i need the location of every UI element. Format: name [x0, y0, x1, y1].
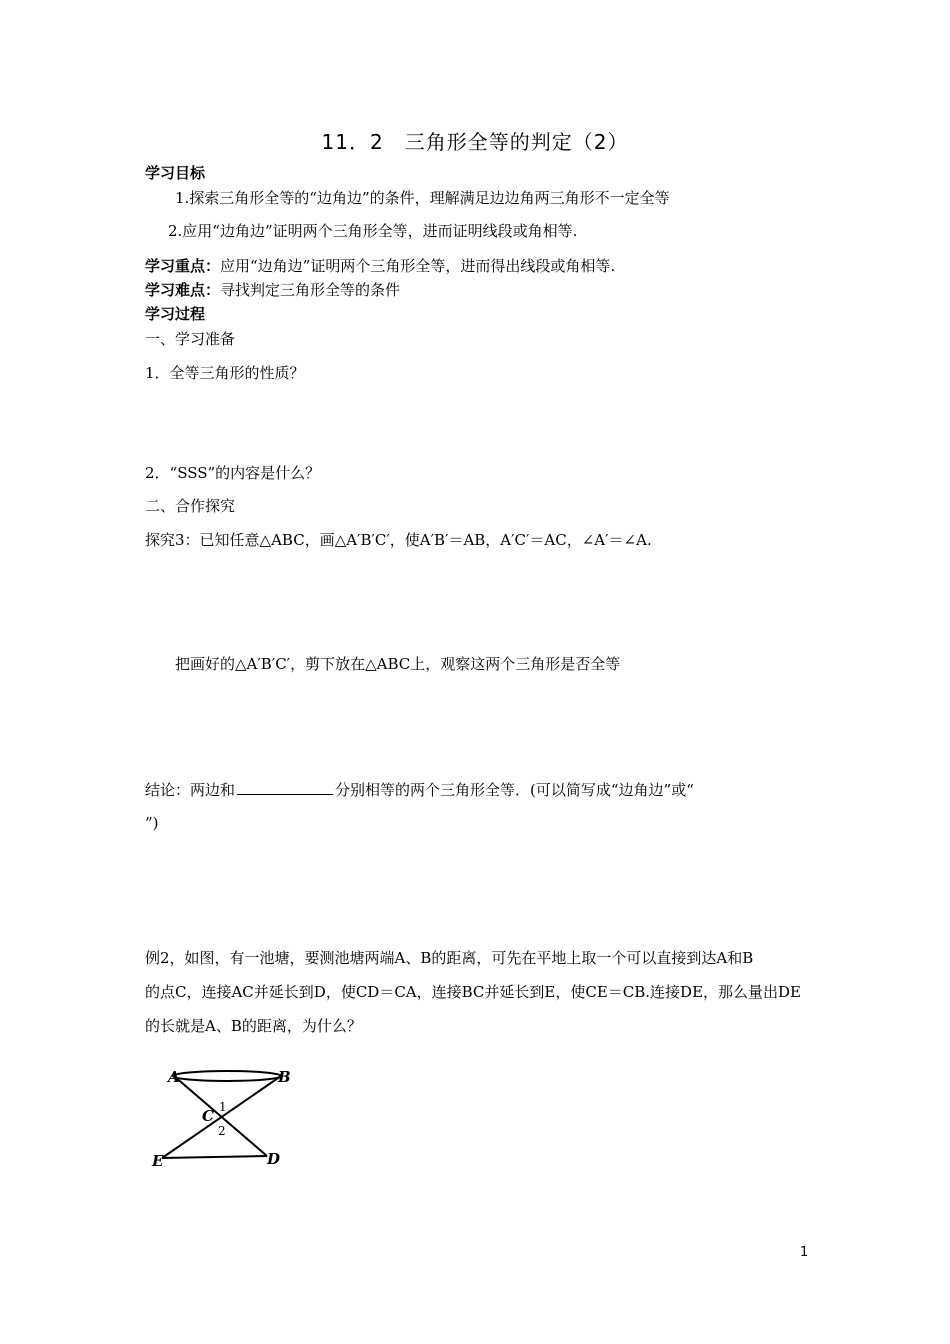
section-coop: 二、合作探究 [145, 497, 236, 515]
example-2-line-1: 例2，如图，有一池塘，要测池塘两端A、B的距离，可先在平地上取一个可以直接到达A和B [145, 949, 754, 967]
key-point-text: 应用“边角边”证明两个三角形全等，进而得出线段或角相等. [220, 257, 616, 275]
segment-ad [174, 1076, 267, 1156]
segment-ed [162, 1156, 267, 1158]
example-2-line-2: 的点C，连接AC并延长到D，使CD＝CA，连接BC并延长到E，使CE＝CB.连接DE，那么量出DE [145, 983, 802, 1001]
objective-2: 2.应用“边角边”证明两个三角形全等，进而证明线段或角相等. [168, 222, 578, 240]
pond-ellipse [173, 1071, 281, 1081]
difficulty-label: 学习难点： [145, 281, 221, 299]
label-e: E [152, 1152, 164, 1170]
difficulty-text: 寻找判定三角形全等的条件 [220, 281, 401, 299]
segment-be [162, 1076, 281, 1158]
cutout-instruction: 把画好的△A′B′C′，剪下放在△ABC上，观察这两个三角形是否全等 [175, 655, 621, 673]
process-heading: 学习过程 [145, 305, 206, 323]
angle-1-label: 1 [219, 1100, 227, 1114]
pond-figure [140, 1060, 310, 1180]
conclusion-start: 结论：两边和 [145, 781, 236, 799]
objective-1: 1.探索三角形全等的“边角边”的条件，理解满足边边角两三角形不一定全等 [175, 189, 670, 207]
key-point [145, 256, 615, 276]
angle-2-label: 2 [218, 1124, 226, 1138]
fill-blank[interactable] [237, 779, 333, 795]
label-a: A [168, 1068, 180, 1086]
conclusion [145, 779, 694, 800]
page-title: 11．2 三角形全等的判定（2） [321, 130, 629, 154]
question-1: 1．全等三角形的性质？ [145, 364, 305, 382]
page-number: 1 [800, 1245, 809, 1260]
label-b: B [278, 1068, 291, 1086]
difficulty [145, 280, 400, 300]
section-prep: 一、学习准备 [145, 330, 236, 348]
objectives-heading: 学习目标 [145, 164, 206, 182]
label-c: C [202, 1107, 214, 1125]
label-d: D [267, 1150, 281, 1168]
conclusion-continued: ”) [145, 814, 159, 832]
example-2-line-3: 的长就是A、B的距离，为什么？ [145, 1017, 362, 1035]
explore-3: 探究3：已知任意△ABC，画△A′B′C′，使A′B′＝AB，A′C′＝AC，∠A′＝∠A. [145, 531, 652, 549]
key-point-label: 学习重点： [145, 257, 221, 275]
conclusion-end: 分别相等的两个三角形全等．(可以简写成“边角边”或“ [335, 781, 694, 799]
question-2: 2．“SSS”的内容是什么？ [145, 464, 321, 482]
